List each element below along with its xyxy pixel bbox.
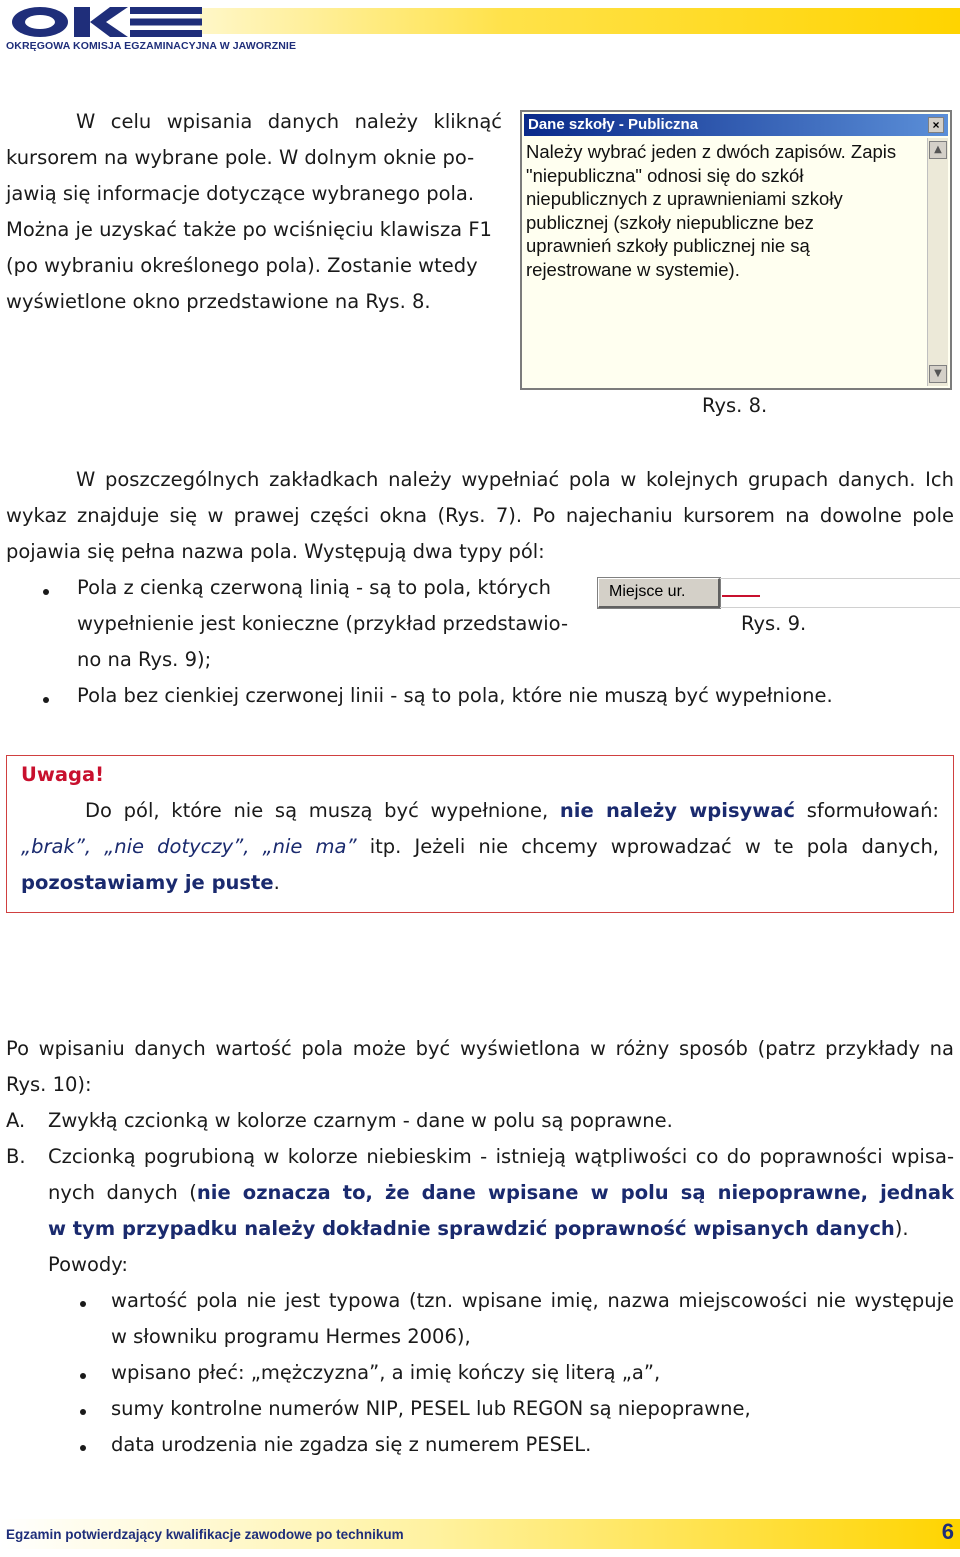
section3-line-2: Rys. 10): bbox=[6, 1073, 92, 1096]
page-footer bbox=[0, 1519, 960, 1549]
dialog-line: "niepubliczna" odnosi się do szkół bbox=[526, 164, 804, 186]
warning-line-3: pozostawiamy je puste. bbox=[21, 871, 280, 894]
dialog-line: niepublicznych z uprawnieniami szkoły bbox=[526, 188, 843, 209]
dialog-titlebar bbox=[524, 114, 948, 136]
scroll-down-icon[interactable]: ▼ bbox=[929, 365, 947, 383]
scroll-up-icon[interactable]: ▲ bbox=[929, 141, 947, 159]
warning-line-1: Do pól, które nie są muszą być wypełnione, nie należy wpisywać sformułowań: bbox=[85, 799, 940, 822]
section2-line-2: wykaz znajduje się w prawej części okna (Rys. 7). Po najechaniu kursorem na dowolne pole bbox=[6, 504, 954, 527]
help-dialog-window bbox=[520, 110, 952, 390]
header-yellow-band bbox=[200, 8, 960, 34]
field-input-area bbox=[720, 578, 960, 608]
bullet-icon bbox=[80, 1409, 86, 1415]
bullet2-text: Pola bez cienkiej czerwonej linii - są to pola, które nie muszą być wypełnione. bbox=[77, 684, 833, 707]
intro-line-1: W celu wpisania danych należy kliknąć bbox=[76, 110, 502, 133]
section2-line-3: pojawia się pełna nazwa pola. Występują dwa typy pól: bbox=[6, 540, 545, 563]
reason-1-line-2: w słowniku programu Hermes 2006), bbox=[111, 1325, 471, 1348]
item-a-text: Zwykłą czcionką w kolorze czarnym - dane w polu są poprawne. bbox=[48, 1109, 673, 1132]
dialog-title: Dane szkoły - Publiczna bbox=[528, 116, 699, 133]
reason-1-line-1: wartość pola nie jest typowa (tzn. wpisane imię, nazwa miejscowości nie występuje bbox=[111, 1289, 954, 1312]
bullet-icon bbox=[80, 1301, 86, 1307]
reason-2: wpisano płeć: „mężczyzna”, a imię kończy się literą „a”, bbox=[111, 1361, 661, 1384]
bullet-icon bbox=[43, 697, 49, 703]
field-label: Miejsce ur. bbox=[609, 583, 686, 600]
dialog-line: Należy wybrać jeden z dwóch zapisów. Zapis bbox=[526, 141, 897, 162]
section3-line-1: Po wpisaniu danych wartość pola może być wyświetlona w różny sposób (patrz przykłady na bbox=[6, 1037, 954, 1060]
item-b-marker: B. bbox=[6, 1145, 26, 1168]
footer-text: Egzamin potwierdzający kwalifikacje zawodowe po technikum bbox=[6, 1527, 404, 1542]
required-red-line bbox=[722, 595, 760, 597]
bullet-icon bbox=[80, 1445, 86, 1451]
bullet-icon bbox=[43, 589, 49, 595]
bullet1-line-1: Pola z cienką czerwoną linią - są to pola, których bbox=[77, 576, 551, 599]
dialog-line: uprawnień szkoły publicznej nie są bbox=[526, 235, 810, 256]
intro-line-2: kursorem na wybrane pole. W dolnym oknie po- bbox=[6, 146, 475, 169]
page-number: 6 bbox=[941, 1519, 954, 1544]
dialog-scrollbar[interactable] bbox=[927, 138, 948, 386]
dialog-body bbox=[526, 140, 918, 380]
warning-title: Uwaga! bbox=[21, 763, 105, 786]
item-a-marker: A. bbox=[6, 1109, 26, 1132]
intro-line-4: Można je uzyskać także po wciśnięciu klawisza F1 bbox=[6, 218, 492, 241]
reasons-label: Powody: bbox=[48, 1253, 128, 1276]
bullet1-line-2: wypełnienie jest konieczne (przykład przedstawio- bbox=[77, 612, 568, 635]
reason-3: sumy kontrolne numerów NIP, PESEL lub REGON są niepoprawne, bbox=[111, 1397, 751, 1420]
item-b-line-1: Czcionką pogrubioną w kolorze niebieskim - istnieją wątpliwości co do poprawności wpisa- bbox=[48, 1145, 954, 1168]
figure-caption-rys8: Rys. 8. bbox=[702, 394, 768, 417]
bullet-icon bbox=[80, 1373, 86, 1379]
logo-tagline: OKRĘGOWA KOMISJA EGZAMINACYJNA W JAWORZNIE bbox=[6, 40, 297, 52]
oke-logo bbox=[6, 4, 206, 40]
bullet1-line-3: no na Rys. 9); bbox=[77, 648, 212, 671]
dialog-line: rejestrowane w systemie). bbox=[526, 258, 740, 280]
dialog-line: publicznej (szkoły niepubliczne bez bbox=[526, 211, 814, 233]
close-icon[interactable]: × bbox=[928, 117, 944, 133]
section2-line-1: W poszczególnych zakładkach należy wypełniać pola w kolejnych grupach danych. Ich bbox=[76, 468, 954, 491]
warning-line-2: „brak”, „nie dotyczy”, „nie ma” itp. Jeżeli nie chcemy wprowadzać w te pola danych, bbox=[21, 835, 939, 858]
item-b-line-2: nych danych (nie oznacza to, że dane wpisane w polu są niepoprawne, jednak bbox=[48, 1181, 955, 1204]
intro-line-6: wyświetlone okno przedstawione na Rys. 8. bbox=[6, 290, 431, 313]
required-field-example bbox=[598, 578, 720, 608]
intro-line-5: (po wybraniu określonego pola). Zostanie wtedy bbox=[6, 254, 478, 277]
intro-line-3: jawią się informacje dotyczące wybranego pola. bbox=[6, 182, 475, 205]
figure-caption-rys9: Rys. 9. bbox=[741, 612, 807, 635]
item-b-line-3: w tym przypadku należy dokładnie sprawdzić poprawność wpisanych danych). bbox=[48, 1217, 909, 1240]
page-header bbox=[0, 0, 960, 60]
reason-4: data urodzenia nie zgadza się z numerem PESEL. bbox=[111, 1433, 592, 1456]
